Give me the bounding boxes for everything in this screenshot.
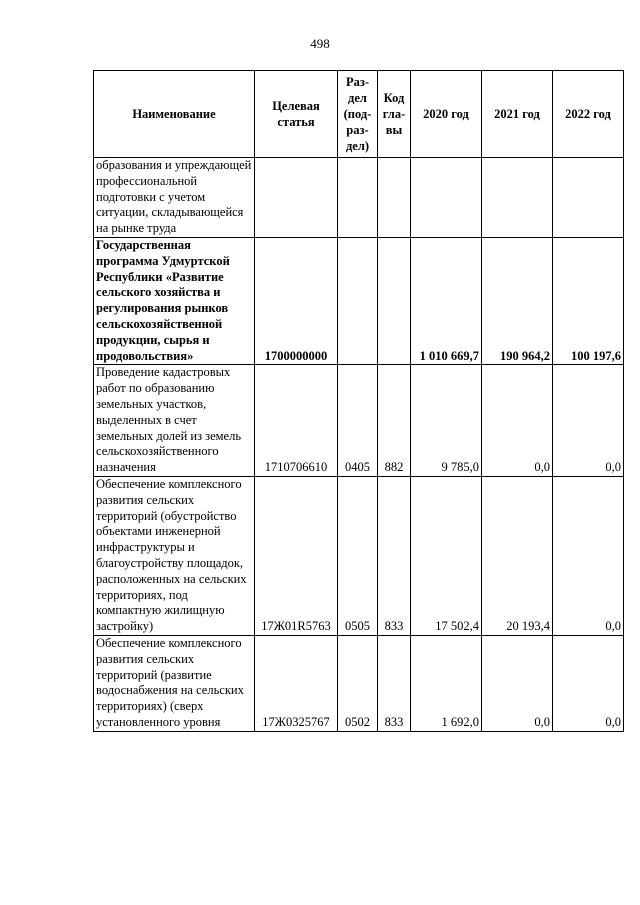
table-row — [94, 365, 624, 477]
row-target-article: 1700000000 — [255, 237, 338, 364]
row-target-article: 17Ж0325767 — [255, 635, 338, 731]
row-2020: 9 785,0 — [411, 365, 482, 477]
row-2022: 0,0 — [553, 635, 624, 731]
row-name: Обеспечение комплексного развития сельских территорий (развитие водоснабжения на сельских территориях) (сверх установленного уровня — [94, 635, 255, 731]
row-2020 — [411, 158, 482, 238]
header-name: Наименование — [94, 71, 255, 158]
row-2022 — [553, 158, 624, 238]
header-section-line: раз- — [346, 123, 369, 137]
row-2022: 0,0 — [553, 365, 624, 477]
row-2021 — [482, 158, 553, 238]
table-header-row — [94, 71, 624, 158]
row-2021: 0,0 — [482, 635, 553, 731]
header-chapter-line: гла- — [382, 107, 406, 121]
row-chapter — [378, 237, 411, 364]
header-year-2020: 2020 год — [411, 71, 482, 158]
header-section-line: дел) — [345, 139, 370, 153]
row-chapter: 833 — [378, 476, 411, 635]
row-chapter — [378, 158, 411, 238]
table-row — [94, 237, 624, 364]
table-row — [94, 158, 624, 238]
row-target-article: 1710706610 — [255, 365, 338, 477]
header-year-2021: 2021 год — [482, 71, 553, 158]
row-target-article: 17Ж01R5763 — [255, 476, 338, 635]
row-name: Государственная программа Удмуртской Республики «Развитие сельского хозяйства и регулирования рынков сельскохозяйственной продукции, сырья и продовольствия» — [94, 237, 255, 364]
header-chapter-code — [378, 71, 411, 158]
row-name: Обеспечение комплексного развития сельских территорий (обустройство объектами инженерной инфраструктуры и благоустройству площадок, расположенных на сельских территориях, под компактную жилищную застройку) — [94, 476, 255, 635]
row-2020: 1 692,0 — [411, 635, 482, 731]
row-2021: 190 964,2 — [482, 237, 553, 364]
header-section-line: Раз- — [345, 75, 370, 89]
row-2020: 1 010 669,7 — [411, 237, 482, 364]
budget-table — [93, 70, 624, 732]
table-row — [94, 635, 624, 731]
row-2022: 0,0 — [553, 476, 624, 635]
header-target-line: статья — [277, 115, 315, 129]
table-row — [94, 476, 624, 635]
header-target-article — [255, 71, 338, 158]
row-chapter: 882 — [378, 365, 411, 477]
row-section — [338, 158, 378, 238]
row-2021: 20 193,4 — [482, 476, 553, 635]
row-2020: 17 502,4 — [411, 476, 482, 635]
row-2021: 0,0 — [482, 365, 553, 477]
row-section — [338, 237, 378, 364]
header-section-line: дел — [348, 91, 367, 105]
page-number: 498 — [310, 36, 330, 51]
row-name: образования и упреждающей профессиональной подготовки с учетом ситуации, складывающейся на рынке труда — [94, 158, 255, 238]
row-target-article — [255, 158, 338, 238]
header-year-2022: 2022 год — [553, 71, 624, 158]
row-name: Проведение кадастровых работ по образованию земельных участков, выделенных в счет земельных долей из земель сельскохозяйственного назначения — [94, 365, 255, 477]
row-section: 0405 — [338, 365, 378, 477]
row-section: 0502 — [338, 635, 378, 731]
header-chapter-line: Код — [383, 91, 405, 105]
header-section-line: (под- — [343, 107, 372, 121]
row-section: 0505 — [338, 476, 378, 635]
header-target-line: Целевая — [272, 99, 320, 113]
header-section — [338, 71, 378, 158]
row-2022: 100 197,6 — [553, 237, 624, 364]
row-chapter: 833 — [378, 635, 411, 731]
header-chapter-line: вы — [385, 123, 403, 137]
